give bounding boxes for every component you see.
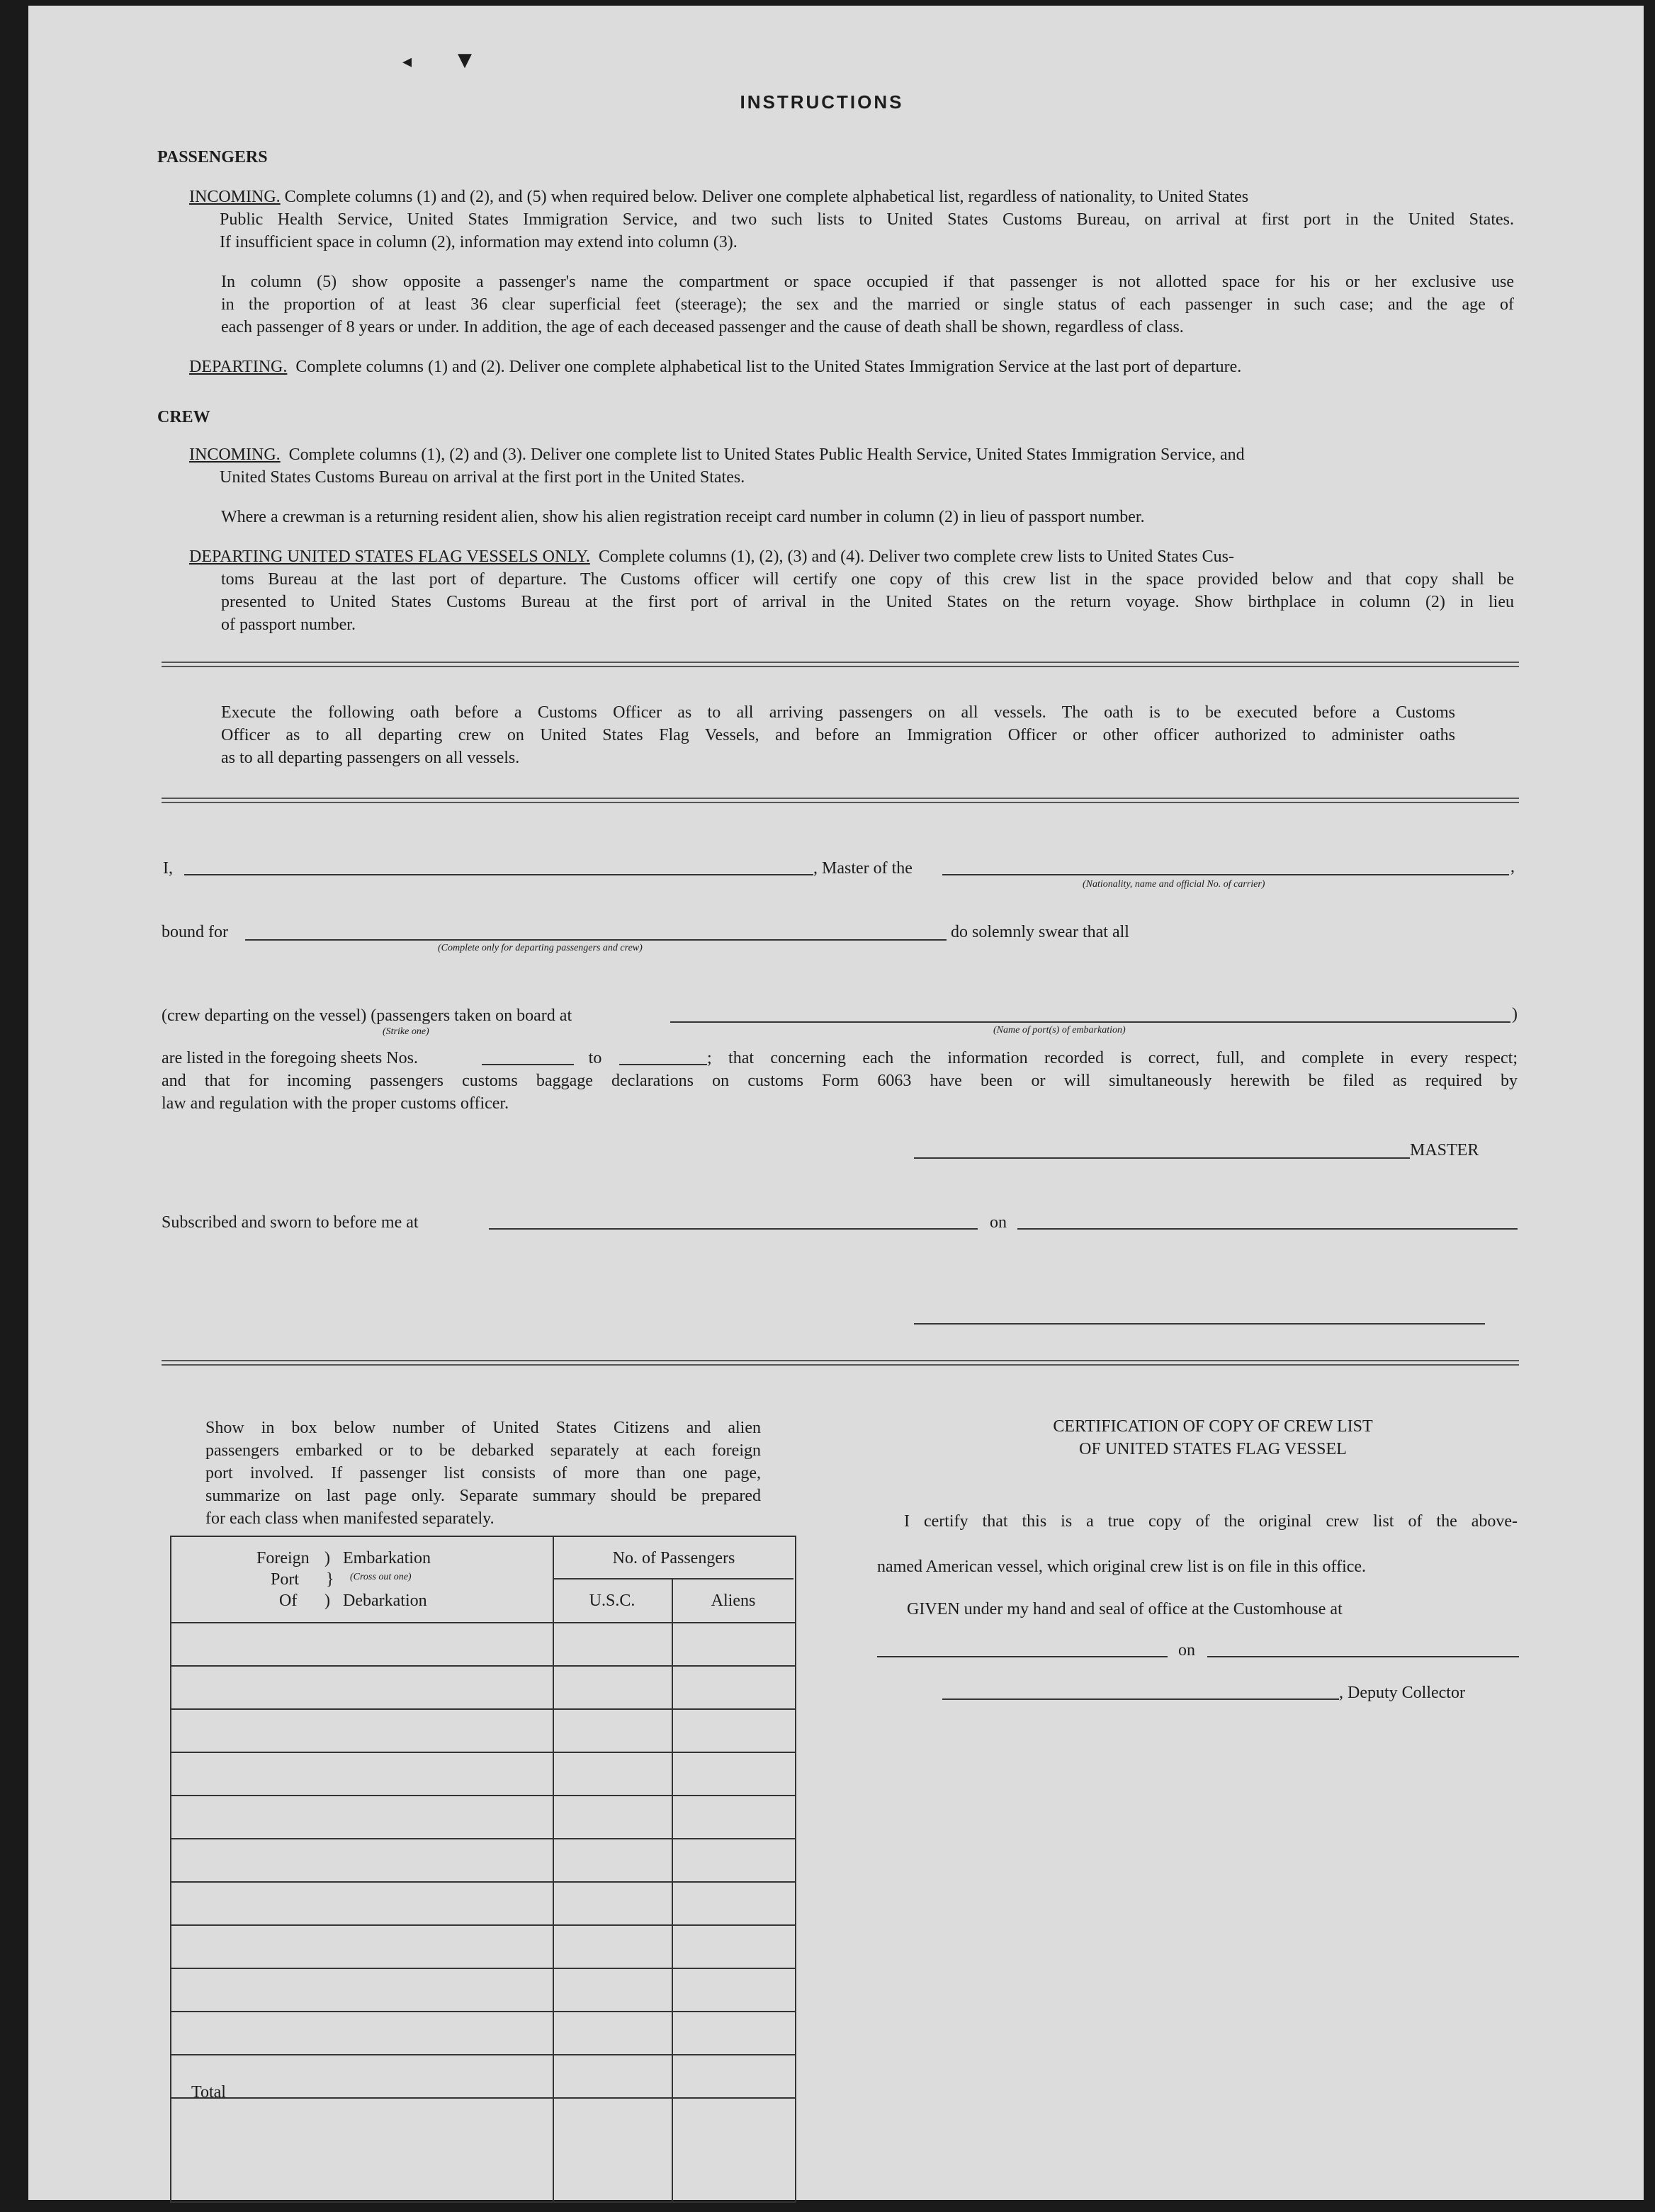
deputy-collector-label: , Deputy Collector xyxy=(1339,1684,1465,1702)
table-row xyxy=(170,2054,796,2055)
certification-line2: named American vessel, which original crew list is on file in this office. xyxy=(877,1558,1367,1576)
passengers-departing: DEPARTING. Complete columns (1) and (2). Deliver one complete alphabetical list to the United States Immigration Service at the last port of departure. xyxy=(189,358,1242,376)
table-border-top xyxy=(170,1536,796,1537)
bound-hint: (Complete only for departing passengers and crew) xyxy=(438,943,643,953)
crew-departing-line3: presented to United States Customs Bureau at the first port of arrival in the United States on the return voyage. Show birthplace in column (2) in lieu xyxy=(221,593,1514,611)
summary-line3: port involved. If passenger list consists of more than one page, xyxy=(205,1464,761,1482)
subscribed-label: Subscribed and sworn to before me at xyxy=(162,1213,419,1232)
oath-text-line-c: law and regulation with the proper customs officer. xyxy=(162,1094,509,1113)
table-row xyxy=(170,1968,796,1969)
brace-top: ) xyxy=(324,1549,330,1567)
sheets-to-field[interactable] xyxy=(619,1064,707,1065)
certification-date-field[interactable] xyxy=(1207,1656,1519,1657)
table-row xyxy=(170,1665,796,1667)
master-name-field[interactable] xyxy=(184,874,813,875)
certification-title-line2: OF UNITED STATES FLAG VESSEL xyxy=(1079,1440,1347,1458)
table-subheader-line xyxy=(553,1578,793,1579)
table-border-bottom xyxy=(170,2201,796,2203)
header-foreign: Foreign xyxy=(256,1549,310,1567)
table-row xyxy=(170,1881,796,1883)
i-label: I, xyxy=(163,859,173,878)
carrier-comma: , xyxy=(1510,858,1515,876)
corner-mark-icon: ◂ xyxy=(402,51,412,72)
oath-text-line-b: and that for incoming passengers customs baggage declarations on customs Form 6063 have been or will simultaneously herewith be filed as required by xyxy=(162,1072,1518,1090)
passengers-incoming-line1: INCOMING. Complete columns (1) and (2), and (5) when required below. Deliver one complete alphabetical list, regardless of nationality, to United States xyxy=(189,188,1249,206)
carrier-hint: (Nationality, name and official No. of carrier) xyxy=(1083,879,1265,890)
bound-for-field[interactable] xyxy=(245,939,947,941)
header-port: Port xyxy=(271,1570,300,1589)
oath-line1: Execute the following oath before a Customs Officer as to all arriving passengers on all vessels. The oath is to be executed before a Customs xyxy=(221,703,1455,722)
sworn-on-label: on xyxy=(990,1213,1007,1232)
to-label: to xyxy=(588,1049,602,1067)
oath-line2: Officer as to all departing crew on United States Flag Vessels, and before an Immigration Officer or other officer authorized to administer oaths xyxy=(221,726,1455,744)
crew-departing-line2: toms Bureau at the last port of departure. The Customs officer will certify one copy of this crew list in the space provided below and that copy shall be xyxy=(221,570,1514,589)
crew-departing-line1: DEPARTING UNITED STATES FLAG VESSELS ONLY. Complete columns (1), (2), (3) and (4). Deliver two complete crew lists to United States Cus- xyxy=(189,548,1234,566)
master-signature-field[interactable] xyxy=(914,1157,1410,1159)
ports-hint: (Name of port(s) of embarkation) xyxy=(993,1025,1126,1036)
master-of-label: , Master of the xyxy=(813,859,913,878)
document-page xyxy=(28,6,1644,2200)
carrier-field[interactable] xyxy=(942,874,1509,875)
master-label: MASTER xyxy=(1410,1141,1479,1159)
table-row xyxy=(170,1708,796,1710)
crew-heading: CREW xyxy=(157,408,210,426)
table-border-right xyxy=(795,1536,796,2203)
header-embarkation: Embarkation xyxy=(343,1549,431,1567)
section-divider xyxy=(162,798,1519,803)
header-cross-out: (Cross out one) xyxy=(350,1572,412,1582)
passengers-col5-line1: In column (5) show opposite a passenger's name the compartment or space occupied if that passenger is not allotted space for his or her exclusive use xyxy=(221,273,1514,291)
header-of: Of xyxy=(279,1592,298,1610)
summary-line5: for each class when manifested separately. xyxy=(205,1509,495,1528)
header-no-passengers: No. of Passengers xyxy=(612,1549,735,1567)
summary-line2: passengers embarked or to be debarked separately at each foreign xyxy=(205,1441,761,1460)
sheets-from-field[interactable] xyxy=(482,1064,574,1065)
crew-incoming-line1: INCOMING. Complete columns (1), (2) and (3). Deliver one complete list to United States Public Health Service, United States Immigration Service, and xyxy=(189,446,1245,464)
listed-label: are listed in the foregoing sheets Nos. xyxy=(162,1049,418,1067)
table-row xyxy=(170,1752,796,1753)
arrow-down-icon: ▼ xyxy=(458,50,472,71)
certification-line1: I certify that this is a true copy of the original crew list of the above- xyxy=(904,1512,1518,1531)
passengers-departing-label: DEPARTING. xyxy=(189,358,288,376)
header-aliens: Aliens xyxy=(711,1592,756,1610)
table-row xyxy=(170,2097,796,2099)
brace-bottom: ) xyxy=(324,1592,330,1610)
certification-given: GIVEN under my hand and seal of office at the Customhouse at xyxy=(907,1600,1343,1618)
customhouse-field[interactable] xyxy=(877,1656,1168,1657)
table-row xyxy=(170,1838,796,1839)
table-row xyxy=(170,1795,796,1796)
deputy-signature-field[interactable] xyxy=(942,1698,1339,1700)
page-title: INSTRUCTIONS xyxy=(740,91,904,113)
summary-line4: summarize on last page only. Separate summary should be prepared xyxy=(205,1487,761,1505)
crew-incoming-label: INCOMING. xyxy=(189,446,281,464)
passengers-heading: PASSENGERS xyxy=(157,148,268,166)
crew-passengers-label: (crew departing on the vessel) (passengers taken on board at xyxy=(162,1006,572,1025)
embarkation-ports-field[interactable] xyxy=(670,1021,1510,1023)
brace-mid: } xyxy=(326,1570,334,1589)
summary-line1: Show in box below number of United States Citizens and alien xyxy=(205,1419,761,1437)
oath-line3: as to all departing passengers on all vessels. xyxy=(221,749,520,767)
crew-departing-line4: of passport number. xyxy=(221,616,356,634)
crew-departing-label: DEPARTING UNITED STATES FLAG VESSELS ONLY. xyxy=(189,548,590,566)
sworn-date-field[interactable] xyxy=(1017,1228,1518,1230)
crew-resident-text: Where a crewman is a returning resident alien, show his alien registration receipt card number in column (2) in lieu of passport number. xyxy=(221,508,1145,526)
strike-hint: (Strike one) xyxy=(383,1026,429,1037)
header-debarkation: Debarkation xyxy=(343,1592,427,1610)
close-paren: ) xyxy=(1512,1005,1518,1023)
table-border-left xyxy=(170,1536,171,2203)
passengers-incoming-label: INCOMING. xyxy=(189,188,281,206)
passengers-incoming-line3: If insufficient space in column (2), information may extend into column (3). xyxy=(220,233,738,251)
swear-label: do solemnly swear that all xyxy=(951,923,1129,941)
total-label: Total xyxy=(191,2083,226,2102)
passengers-incoming-line2: Public Health Service, United States Immigration Service, and two such lists to United States Customs Bureau, on arrival at first port in the United States. xyxy=(220,210,1514,229)
table-divider-port xyxy=(553,1536,554,2203)
certification-on-label: on xyxy=(1178,1641,1195,1660)
section-divider xyxy=(162,1360,1519,1366)
listed-rest: ; that concerning each the information recorded is correct, full, and complete in every respect; xyxy=(707,1049,1518,1067)
passengers-col5-line2: in the proportion of at least 36 clear superficial feet (steerage); the sex and the married or single status of each passenger in such case; and the age of xyxy=(221,295,1514,314)
certification-title-line1: CERTIFICATION OF COPY OF CREW LIST xyxy=(1053,1417,1373,1436)
table-header-bottom xyxy=(170,1622,796,1623)
passengers-col5-line3: each passenger of 8 years or under. In addition, the age of each deceased passenger and the cause of death shall be shown, regardless of class. xyxy=(221,318,1184,336)
officer-signature-field[interactable] xyxy=(914,1323,1485,1325)
header-usc: U.S.C. xyxy=(589,1592,636,1610)
sworn-place-field[interactable] xyxy=(489,1228,978,1230)
table-divider-usc xyxy=(672,1578,673,2203)
table-row xyxy=(170,2011,796,2012)
section-divider xyxy=(162,662,1519,667)
table-row xyxy=(170,1924,796,1926)
crew-incoming-line2: United States Customs Bureau on arrival at the first port in the United States. xyxy=(220,468,745,487)
bound-for-label: bound for xyxy=(162,923,228,941)
